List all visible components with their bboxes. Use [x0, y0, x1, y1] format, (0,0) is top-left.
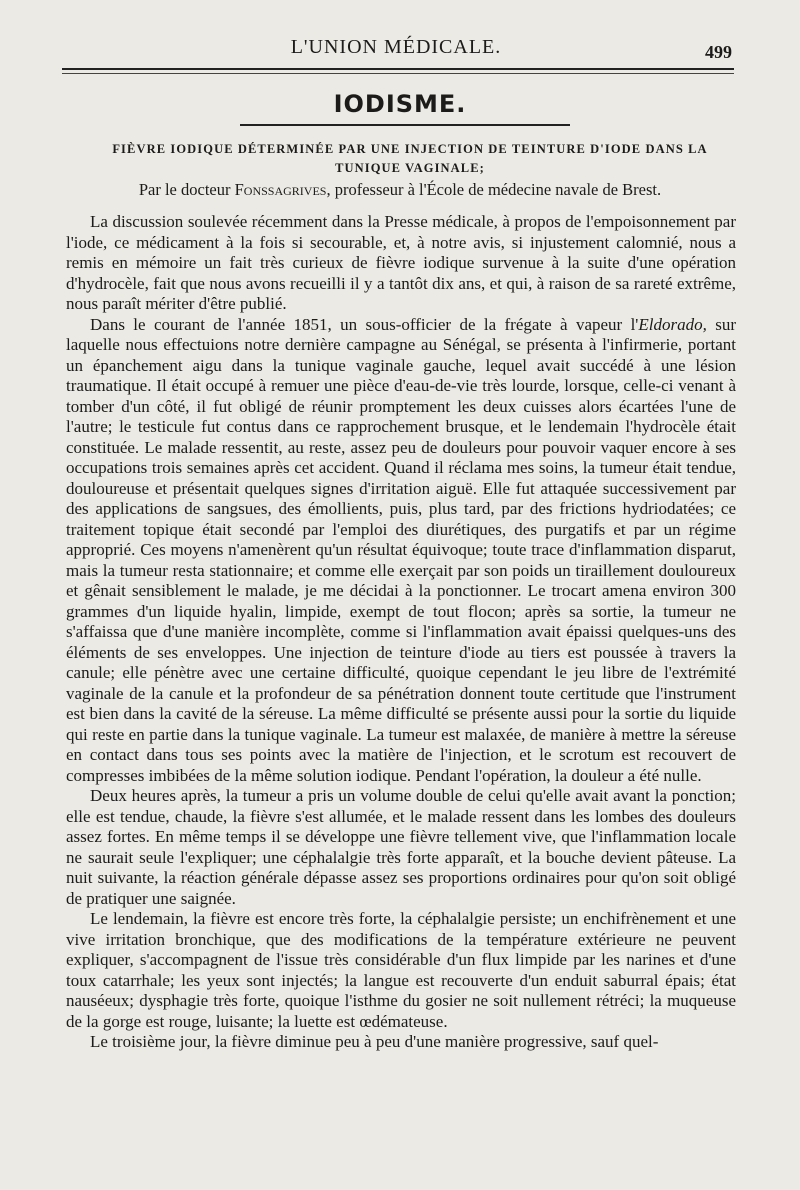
running-head	[60, 36, 732, 66]
section-title: IODISME.	[333, 90, 467, 118]
paragraph-5: Le troisième jour, la fièvre diminue peu à peu d'une manière progressive, sauf quel-	[90, 1032, 659, 1051]
paragraph-4: Le lendemain, la fièvre est encore très forte, la céphalalgie persiste; un enchifrènement et une vive irritation bronchique, que des modifications de la température extérieure ne peuvent expliquer, s'accompagnent de l'issue très considérable d'un flux limpide par les narines et d'une toux catarrhale; les yeux sont injectés; la langue est recouverte d'un enduit saburral épais; état nauséeux; dysphagie très forte, quoique l'isthme du gosier ne soit nullement rétréci; la muqueuse de la gorge est rouge, luisante; la luette est œdémateuse.	[66, 909, 736, 1031]
header-rule-thin	[62, 73, 734, 74]
running-title: L'UNION MÉDICALE.	[290, 36, 502, 58]
section-rule	[240, 124, 570, 126]
article-title: FIÈVRE IODIQUE DÉTERMINÉE PAR UNE INJECTION DE TEINTURE D'IODE DANS LA TUNIQUE VAGINALE;	[112, 142, 708, 175]
paragraph-2-rest: sur laquelle nous effectuions notre dernière campagne au Sénégal, se présenta à l'infirmerie, portant un épanchement aigu dans la tunique vaginale gauche, lequel avait succédé à une lésion traumatique. Il était occupé à remuer une pièce d'eau-de-vie très lourde, lorsque, celle-ci venant à tomber d'un côté, il fut obligé de réunir promptement les deux cuisses alors écartées l'une de l'autre; le testicule fut contus dans ce rapprochement brusque, et le lendemain l'hydrocèle était constituée. Le malade ressentit, au reste, assez peu de douleurs pour pouvoir vaquer encore à ses occupations trois semaines après cet accident. Quand il réclama mes soins, la tumeur était tendue, douloureuse et présentait quelques signes d'irritation aiguë. Elle fut attaquée successivement par des applications de sangsues, des émollients, puis, plus tard, par des frictions hydriodatées; ce traitement topique était secondé par l'emploi des diurétiques, des purgatifs et par un régime approprié. Ces moyens n'amenèrent qu'un résultat équivoque; toute trace d'inflammation disparut, mais la tumeur resta stationnaire; et comme elle exerçait par son poids un tiraillement douloureux et gênait sensiblement le malade, je me décidai à la ponctionner. Le trocart amena environ 300 grammes d'un liquide hyalin, limpide, exempt de tout flocon; après sa sortie, la tumeur ne s'affaissa que d'une manière incomplète, comme si l'inflammation avait épaissi quelques-uns des éléments de ses enveloppes. Une injection de teinture d'iode au tiers est poussée à travers la canule; elle pénètre avec une certaine difficulté, quoique cependant le jeu libre de l'extrémité vaginale de la canule et la profondeur de sa pénétration donnent toute certitude que l'instrument est bien dans la cavité de la séreuse. La même difficulté se présente aussi pour la sortie du liquide qui reste en partie dans la tunique vaginale. La tumeur est malaxée, de manière à mettre la séreuse en contact dans tous ses points avec la matière de l'injection, et le scrotum est recouvert de compresses imbibées de la même solution iodique. Pendant l'opération, la douleur a été nulle.	[66, 314, 736, 785]
byline-prefix: Par le docteur	[138, 180, 235, 199]
byline-suffix: , professeur à l'École de médecine navale de Brest.	[326, 180, 662, 199]
header-rule	[62, 68, 734, 70]
paragraph-2-start: Dans le courant de l'année 1851, un sous-officier de la frégate à vapeur l'	[90, 314, 639, 334]
page-number: 499	[705, 42, 732, 62]
ship-name: Eldorado,	[638, 314, 707, 334]
paragraph-1: La discussion soulevée récemment dans la Presse médicale, à propos de l'empoisonnement par l'iode, ce médicament à la fois si secourable, et, à notre avis, si injustement calomnié, nous a remis en mémoire un fait très curieux de fièvre iodique survenue à la suite d'une opération d'hydrocèle, fait que nous avons recueilli il y a tantôt dix ans, et qui, à raison de sa rareté extrême, nous paraît mériter d'être publié.	[66, 212, 736, 313]
paragraph-3: Deux heures après, la tumeur a pris un volume double de celui qu'elle avait avant la ponction; elle est tendue, chaude, la fièvre s'est allumée, et le malade ressent dans les lombes des douleurs assez fortes. En même temps il se développe une fièvre tellement vive, que l'inflammation locale ne saurait seule l'expliquer; une céphalalgie très forte apparaît, et la bouche devient pâteuse. La nuit suivante, la réaction générale dépasse assez ses proportions ordinaires pour qu'on soit obligé de pratiquer une saignée.	[66, 786, 736, 908]
paragraph-2	[66, 315, 736, 787]
article-body	[66, 212, 736, 1053]
byline	[66, 180, 734, 200]
byline-author: Fonssagrives	[234, 180, 327, 199]
